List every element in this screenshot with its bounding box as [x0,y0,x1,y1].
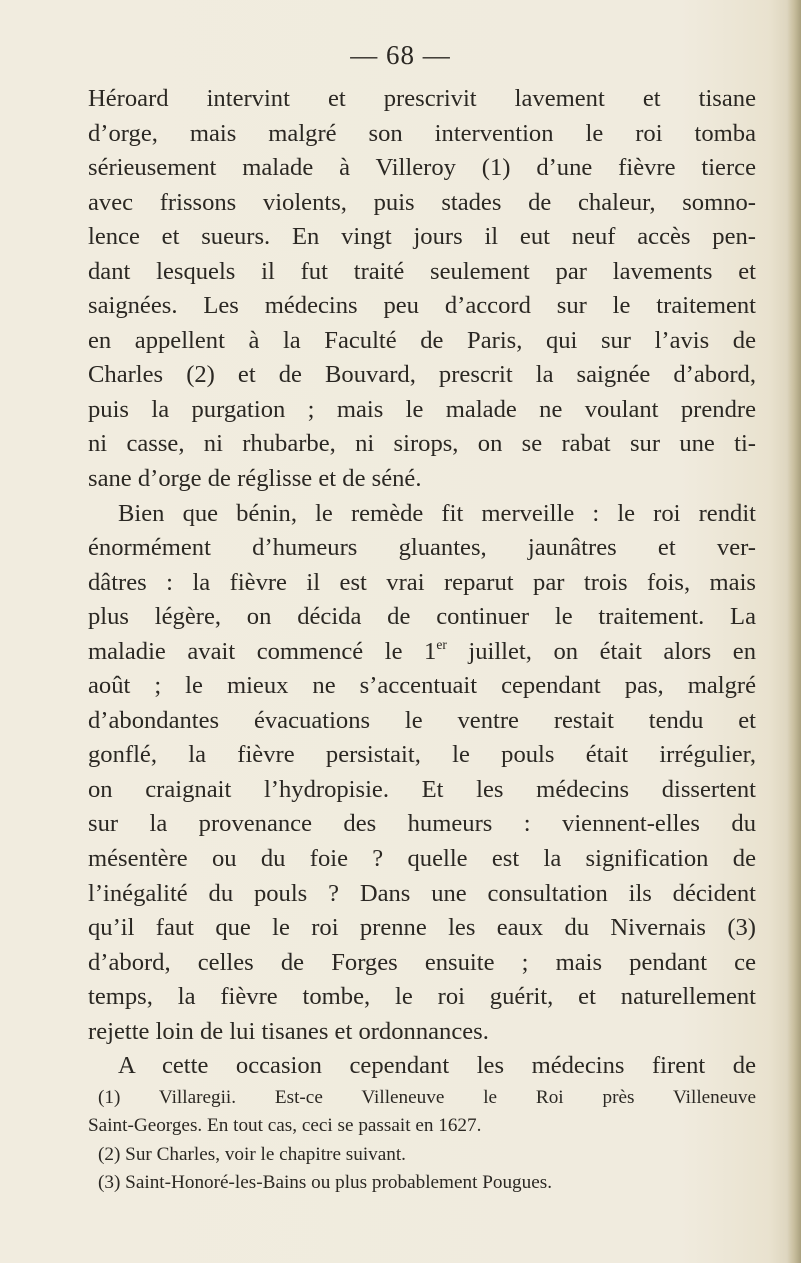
text-line: Héroard intervint et prescrivit lavement et tisane [88,85,756,112]
text-line: d’orge, mais malgré son intervention le roi tomba [88,119,756,147]
main-text [88,82,756,1084]
footnotes [88,1084,756,1197]
page-edge-shadow [787,0,801,1263]
text-line-paragraph-end: sane d’orge de réglisse et de séné. [88,465,422,493]
text-line: saignées. Les médecins peu d’accord sur le traitement [88,292,756,320]
footnote-1: (1) Villaregii. Est-ce Villeneuve le Roi près Villeneuve [98,1087,756,1108]
text-line: ni casse, ni rhubarbe, ni sirops, on se rabat sur une ti- [88,430,756,458]
text-line: puis la purgation ; mais le malade ne voulant prendre [88,395,756,423]
text-line: gonflé, la fièvre persistait, le pouls était irrégulier, [88,741,756,769]
text-line: mésentère ou du foie ? quelle est la signification de [88,845,756,873]
footnote-1-continued: Saint-Georges. En tout cas, ceci se passait en 1627. [88,1115,482,1137]
footnote-3: (3) Saint-Honoré-les-Bains ou plus probablement Pougues. [98,1171,553,1193]
text-line: lence et sueurs. En vingt jours il eut neuf accès pen- [88,223,756,251]
text-line: l’inégalité du pouls ? Dans une consultation ils décident [88,879,756,907]
text-segment: maladie avait commencé le 1 [88,637,437,665]
page-number: — 68 — [350,40,451,70]
text-line: sur la provenance des humeurs : viennent-elles du [88,810,756,838]
text-segment: juillet, on était alors en [446,637,756,665]
text-line: qu’il faut que le roi prenne les eaux du Nivernais (3) [88,914,756,942]
text-line: temps, la fièvre tombe, le roi guérit, et naturellement [88,983,756,1011]
text-line: on craignait l’hydropisie. Et les médecins dissertent [88,775,756,803]
text-line-paragraph-start: Bien que bénin, le remède fit merveille : le roi rendit [118,499,756,527]
text-line: sérieusement malade à Villeroy (1) d’une fièvre tierce [88,154,756,182]
text-line: plus légère, on décida de continuer le traitement. La [88,603,756,631]
text-line: dant lesquels il fut traité seulement par lavements et [88,257,756,285]
text-line: d’abondantes évacuations le ventre restait tendu et [88,706,756,734]
text-line: août ; le mieux ne s’accentuait cependant pas, malgré [88,672,756,700]
text-line: dâtres : la fièvre il est vrai reparut par trois fois, mais [88,568,756,596]
text-line-paragraph-start: A cette occasion cependant les médecins firent de [118,1052,756,1080]
text-line-paragraph-end: rejette loin de lui tisanes et ordonnances. [88,1017,489,1045]
text-line-with-superscript [88,635,756,670]
text-line: d’abord, celles de Forges ensuite ; mais pendant ce [88,948,756,976]
text-line: avec frissons violents, puis stades de chaleur, somno- [88,188,756,216]
text-line: énormément d’humeurs gluantes, jaunâtres et ver- [88,534,756,562]
footnote-2: (2) Sur Charles, voir le chapitre suivant. [98,1143,406,1165]
text-line: Charles (2) et de Bouvard, prescrit la saignée d’abord, [88,361,756,389]
text-line: en appellent à la Faculté de Paris, qui sur l’avis de [88,326,756,354]
ordinal-superscript: er [436,636,447,652]
